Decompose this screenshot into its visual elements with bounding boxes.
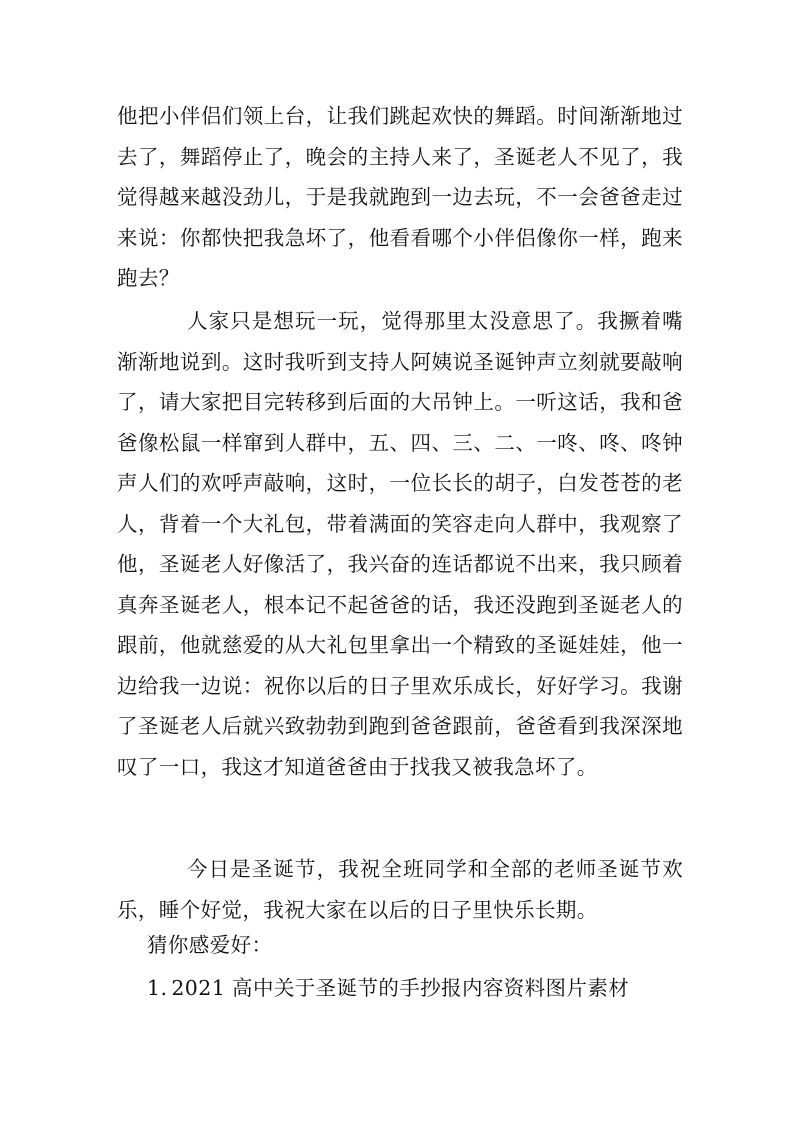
related-title: 猜你感爱好： xyxy=(147,933,273,957)
body-paragraph-1: 他把小伴侣们领上台，让我们跳起欢快的舞蹈。时间渐渐地过去了，舞蹈停止了，晚会的主持人来了，圣诞老人不见了，我觉得越来越没劲儿，于是我就跑到一边去玩，不一会爸爸走过来说：你都快把我急坏了，他看看哪个小伴侣像你一样，跑来跑去？ xyxy=(117,104,683,290)
related-item-number: 1. xyxy=(147,976,168,1000)
body-paragraph-2: 人家只是想玩一玩，觉得那里太没意思了。我撅着嘴渐渐地说到。这时我听到支持人阿姨说圣诞钟声立刻就要敲响了，请大家把目完转移到后面的大吊钟上。一听这话，我和爸爸像松鼠一样窜到人群中，五、四、三、二、一咚、咚、咚钟声人们的欢呼声敲响，这时，一位长长的胡子，白发苍苍的老人，背着一个大礼包，带着满面的笑容走向人群中，我观察了他，圣诞老人好像活了，我兴奋的连话都说不出来，我只顾着真奔圣诞老人，根本记不起爸爸的话，我还没跑到圣诞老人的跟前，他就慈爱的从大礼包里拿出一个精致的圣诞娃娃，他一边给我一边说：祝你以后的日子里欢乐成长，好好学习。我谢了圣诞老人后就兴致勃勃到跑到爸爸跟前，爸爸看到我深深地叹了一口，我这才知道爸爸由于找我又被我急坏了。 xyxy=(117,309,683,779)
related-item-link[interactable]: 2021 高中关于圣诞节的手抄报内容资料图片素材 xyxy=(171,976,630,1000)
related-item-1[interactable] xyxy=(147,968,629,1008)
related-list xyxy=(147,968,629,1008)
body-paragraph-3: 今日是圣诞节，我祝全班同学和全部的老师圣诞节欢乐，睡个好觉，我祝大家在以后的日子里快乐长期。 xyxy=(117,857,683,922)
